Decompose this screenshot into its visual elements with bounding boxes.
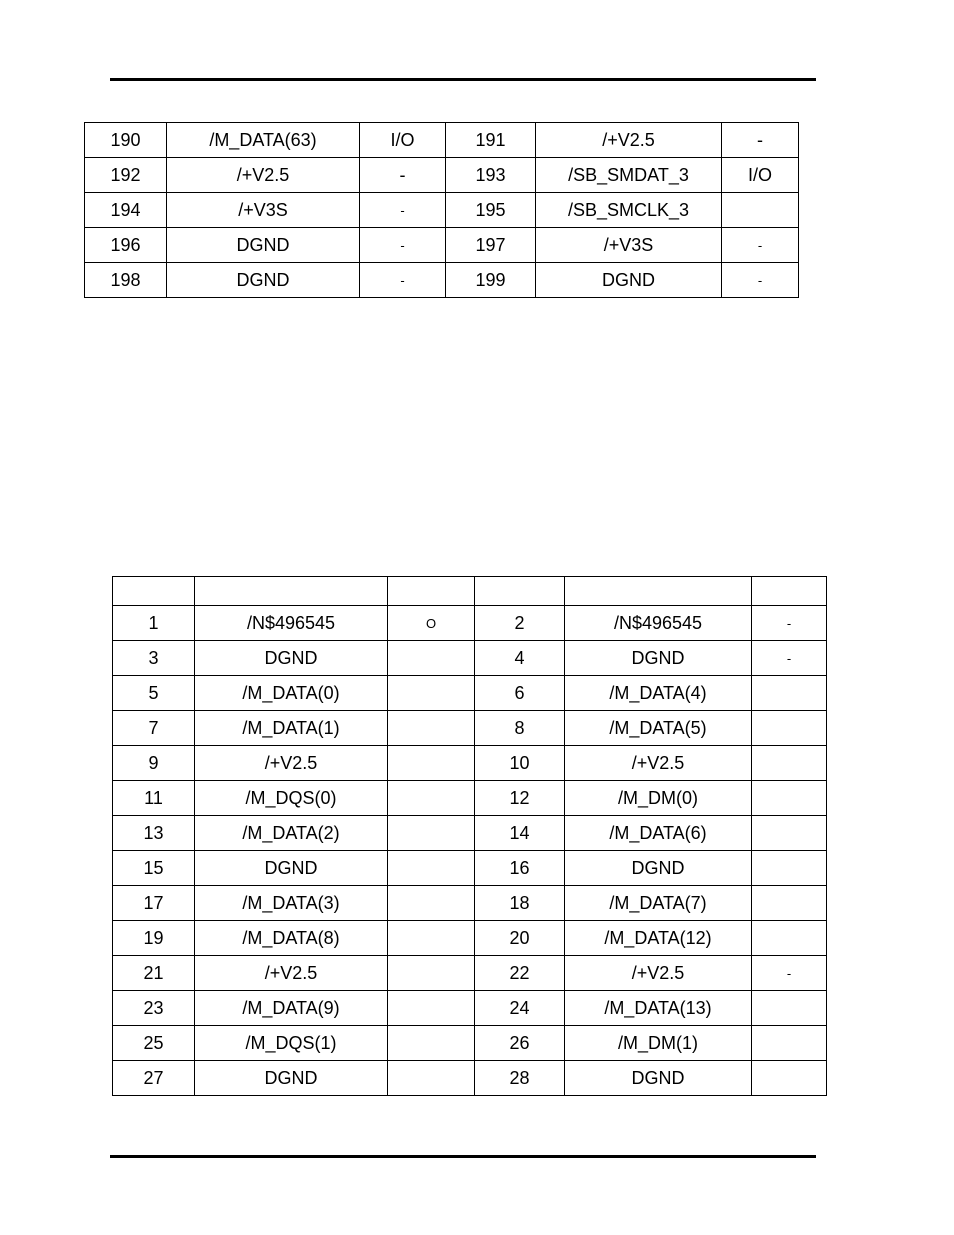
- table-cell: /M_DM(1): [565, 1026, 752, 1061]
- table-cell: 23: [113, 991, 195, 1026]
- table-cell: 9: [113, 746, 195, 781]
- table-row: [113, 641, 827, 676]
- table-cell: 195: [446, 193, 536, 228]
- table-cell: [388, 676, 475, 711]
- table-row: [85, 228, 799, 263]
- table-cell: -: [360, 193, 446, 228]
- bottom-rule: [110, 1155, 816, 1158]
- table-row: [113, 746, 827, 781]
- table-cell: I/O: [722, 158, 799, 193]
- table-cell: 5: [113, 676, 195, 711]
- table-cell: 6: [475, 676, 565, 711]
- table-cell: 14: [475, 816, 565, 851]
- table-cell: [388, 641, 475, 676]
- table-cell: /M_DATA(13): [565, 991, 752, 1026]
- table-row: [85, 263, 799, 298]
- table-cell: /M_DATA(63): [167, 123, 360, 158]
- pin-table-1: [84, 122, 799, 298]
- table-cell: [752, 1026, 827, 1061]
- table-cell: DGND: [195, 641, 388, 676]
- table-cell: /M_DM(0): [565, 781, 752, 816]
- table-cell: /M_DATA(2): [195, 816, 388, 851]
- table-cell: 194: [85, 193, 167, 228]
- table-cell: 24: [475, 991, 565, 1026]
- table-cell: DGND: [565, 1061, 752, 1096]
- table-cell: DGND: [536, 263, 722, 298]
- table-cell: /+V3S: [167, 193, 360, 228]
- table-row: [113, 991, 827, 1026]
- table-row: [113, 676, 827, 711]
- table-cell: /M_DATA(5): [565, 711, 752, 746]
- table-row: [113, 1026, 827, 1061]
- table-cell: 191: [446, 123, 536, 158]
- table-cell: 198: [85, 263, 167, 298]
- table-cell: -: [360, 158, 446, 193]
- table-cell: 7: [113, 711, 195, 746]
- table-cell: [388, 781, 475, 816]
- table-cell: [195, 577, 388, 606]
- table-cell: 13: [113, 816, 195, 851]
- table-cell: /+V2.5: [565, 956, 752, 991]
- table-cell: /M_DATA(0): [195, 676, 388, 711]
- table-cell: [388, 816, 475, 851]
- pin-table-1-body: [85, 123, 799, 298]
- table-cell: [752, 991, 827, 1026]
- table-cell: /+V2.5: [167, 158, 360, 193]
- table-cell: [752, 676, 827, 711]
- table-cell: [113, 577, 195, 606]
- table-cell: [388, 1061, 475, 1096]
- table-cell: [752, 577, 827, 606]
- table-cell: -: [360, 263, 446, 298]
- table-cell: /SB_SMCLK_3: [536, 193, 722, 228]
- table-cell: I/O: [360, 123, 446, 158]
- table-cell: 15: [113, 851, 195, 886]
- table-cell: -: [360, 228, 446, 263]
- table-cell: 19: [113, 921, 195, 956]
- table-cell: [388, 921, 475, 956]
- table-cell: 12: [475, 781, 565, 816]
- table-cell: [752, 921, 827, 956]
- table-cell: /M_DQS(1): [195, 1026, 388, 1061]
- table-row: [113, 886, 827, 921]
- top-rule: [110, 78, 816, 81]
- table-cell: [565, 577, 752, 606]
- table-cell: 16: [475, 851, 565, 886]
- table-cell: 20: [475, 921, 565, 956]
- table-cell: /M_DATA(8): [195, 921, 388, 956]
- table-cell: /M_DQS(0): [195, 781, 388, 816]
- table-cell: [752, 851, 827, 886]
- table-cell: 26: [475, 1026, 565, 1061]
- pin-table-2-body: [113, 577, 827, 1096]
- table-row: [113, 781, 827, 816]
- table-cell: 3: [113, 641, 195, 676]
- table-row: [113, 956, 827, 991]
- table-cell: DGND: [565, 851, 752, 886]
- table-cell: 190: [85, 123, 167, 158]
- table-cell: /M_DATA(6): [565, 816, 752, 851]
- table-cell: DGND: [565, 641, 752, 676]
- table-cell: 18: [475, 886, 565, 921]
- table-cell: [475, 577, 565, 606]
- table-cell: /M_DATA(12): [565, 921, 752, 956]
- table-cell: /M_DATA(9): [195, 991, 388, 1026]
- table-cell: O: [388, 606, 475, 641]
- table-cell: [388, 956, 475, 991]
- table-cell: 10: [475, 746, 565, 781]
- table-cell: /M_DATA(4): [565, 676, 752, 711]
- table-row: [85, 193, 799, 228]
- table-cell: [752, 746, 827, 781]
- table-cell: 25: [113, 1026, 195, 1061]
- table-cell: 1: [113, 606, 195, 641]
- table-cell: /+V3S: [536, 228, 722, 263]
- table-cell: 11: [113, 781, 195, 816]
- table-row: [113, 816, 827, 851]
- table-cell: /M_DATA(3): [195, 886, 388, 921]
- table-row: [113, 851, 827, 886]
- table-cell: 2: [475, 606, 565, 641]
- table-cell: /+V2.5: [195, 956, 388, 991]
- table-cell: 27: [113, 1061, 195, 1096]
- table-row: [85, 158, 799, 193]
- table-cell: /+V2.5: [536, 123, 722, 158]
- table-cell: [752, 781, 827, 816]
- table-cell: [722, 193, 799, 228]
- table-cell: [752, 886, 827, 921]
- table-cell: [752, 1061, 827, 1096]
- table-cell: [388, 886, 475, 921]
- table-cell: 28: [475, 1061, 565, 1096]
- table-cell: -: [752, 606, 827, 641]
- table-header-row: [113, 577, 827, 606]
- table-cell: -: [752, 956, 827, 991]
- pin-table-2: [112, 576, 827, 1096]
- table-cell: /N$496545: [565, 606, 752, 641]
- table-row: [113, 921, 827, 956]
- table-cell: /SB_SMDAT_3: [536, 158, 722, 193]
- table-cell: 4: [475, 641, 565, 676]
- table-cell: 192: [85, 158, 167, 193]
- table-cell: DGND: [195, 1061, 388, 1096]
- table-cell: 21: [113, 956, 195, 991]
- table-cell: 197: [446, 228, 536, 263]
- table-cell: 8: [475, 711, 565, 746]
- table-cell: [752, 711, 827, 746]
- table-cell: -: [722, 123, 799, 158]
- table-cell: /N$496545: [195, 606, 388, 641]
- table-cell: 17: [113, 886, 195, 921]
- table-cell: DGND: [167, 263, 360, 298]
- table-cell: 199: [446, 263, 536, 298]
- table-cell: -: [752, 641, 827, 676]
- table-cell: DGND: [167, 228, 360, 263]
- table-cell: [752, 816, 827, 851]
- table-cell: /M_DATA(7): [565, 886, 752, 921]
- table-cell: [388, 991, 475, 1026]
- table-cell: 196: [85, 228, 167, 263]
- table-cell: [388, 746, 475, 781]
- table-cell: -: [722, 263, 799, 298]
- table-cell: /+V2.5: [565, 746, 752, 781]
- table-cell: [388, 851, 475, 886]
- table-row: [113, 606, 827, 641]
- table-row: [85, 123, 799, 158]
- table-cell: [388, 1026, 475, 1061]
- table-cell: DGND: [195, 851, 388, 886]
- table-cell: /+V2.5: [195, 746, 388, 781]
- table-row: [113, 1061, 827, 1096]
- table-cell: 193: [446, 158, 536, 193]
- table-cell: -: [722, 228, 799, 263]
- table-cell: /M_DATA(1): [195, 711, 388, 746]
- table-cell: 22: [475, 956, 565, 991]
- table-cell: [388, 577, 475, 606]
- table-row: [113, 711, 827, 746]
- table-cell: [388, 711, 475, 746]
